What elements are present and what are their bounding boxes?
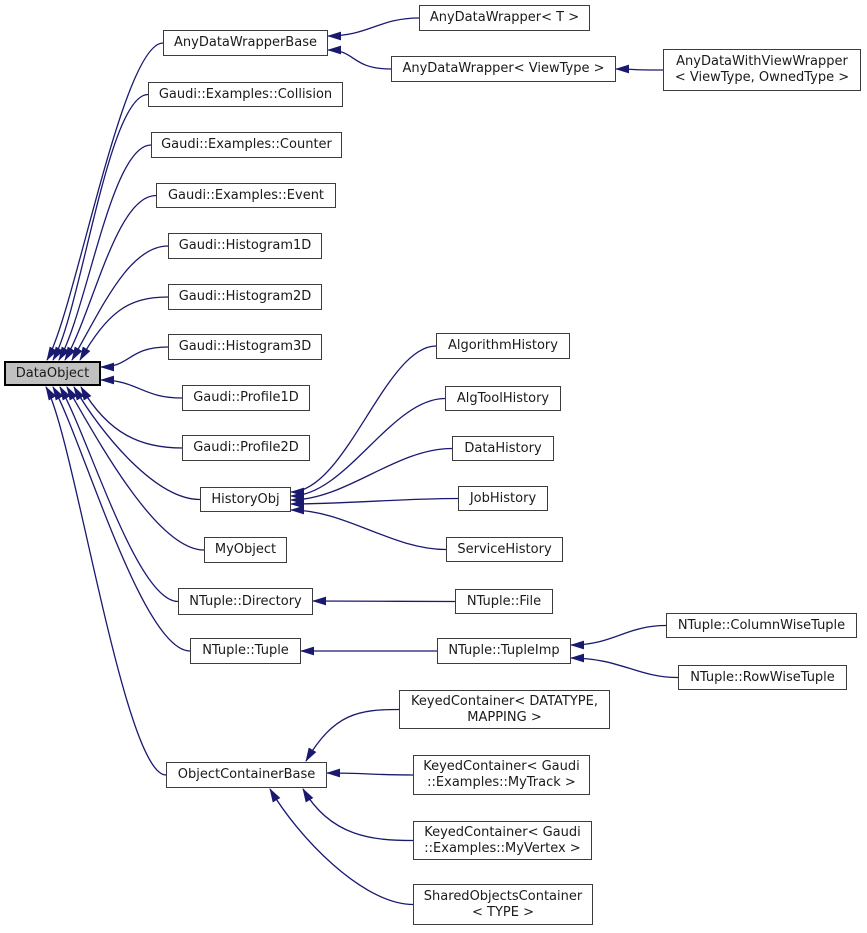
node-label: HistoryObj <box>211 491 280 507</box>
node-label: Gaudi::Examples::Collision <box>158 86 333 102</box>
node-histogram3d[interactable] <box>168 334 322 360</box>
node-anydatawrapperbase[interactable] <box>163 30 328 56</box>
node-ntuple-tuple[interactable] <box>190 638 301 664</box>
node-ntuple-file[interactable] <box>455 589 553 614</box>
node-label: MAPPING > <box>467 709 542 725</box>
node-counter[interactable] <box>151 132 342 158</box>
node-servicehistory[interactable] <box>446 537 563 562</box>
node-label: SharedObjectsContainer <box>423 888 583 904</box>
node-label: KeyedContainer< DATATYPE, <box>411 693 598 709</box>
node-histogram1d[interactable] <box>168 233 322 259</box>
node-label: KeyedContainer< Gaudi <box>424 824 581 840</box>
node-histogram2d[interactable] <box>168 284 322 310</box>
node-event[interactable] <box>156 183 336 208</box>
node-datahistory[interactable] <box>452 436 554 461</box>
node-label: NTuple::Tuple <box>202 643 289 658</box>
node-label: AnyDataWrapper< T > <box>429 10 580 25</box>
node-label: NTuple::RowWiseTuple <box>690 669 835 685</box>
node-label: Gaudi::Profile1D <box>193 390 299 405</box>
node-kc-datatype-mapping[interactable] <box>399 690 610 729</box>
node-sharedobjectscontainer[interactable] <box>413 884 593 925</box>
node-dataobject <box>4 361 101 386</box>
node-ntuple-directory[interactable] <box>178 588 313 615</box>
node-label: NTuple::TupleImp <box>448 643 560 658</box>
node-label: ::Examples::MyVertex > <box>424 840 581 856</box>
node-jobhistory[interactable] <box>458 486 548 511</box>
node-label: < ViewType, OwnedType > <box>674 70 850 85</box>
node-kc-mytrack[interactable] <box>413 755 590 795</box>
node-anydatawithviewwrapper[interactable] <box>663 49 861 91</box>
node-anydatawrapper-t[interactable] <box>419 5 590 31</box>
node-label: Gaudi::Examples::Counter <box>161 137 332 152</box>
node-profile2d[interactable] <box>182 435 310 461</box>
node-kc-myvertex[interactable] <box>413 821 592 860</box>
node-collision[interactable] <box>148 82 343 107</box>
node-label: Gaudi::Examples::Event <box>167 187 325 203</box>
node-label: Gaudi::Histogram1D <box>178 238 312 253</box>
node-profile1d[interactable] <box>182 385 310 411</box>
node-algtoolhistory[interactable] <box>445 386 561 411</box>
node-myobject[interactable] <box>204 537 287 563</box>
node-label: ServiceHistory <box>457 541 552 557</box>
node-label: < TYPE > <box>472 904 534 920</box>
node-label: JobHistory <box>469 490 537 506</box>
node-objectcontainerbase[interactable] <box>166 762 327 788</box>
node-label: NTuple::ColumnWiseTuple <box>677 617 846 633</box>
node-label: Gaudi::Profile2D <box>193 440 299 455</box>
node-label: ::Examples::MyTrack > <box>427 775 576 790</box>
node-label: AnyDataWrapper< ViewType > <box>402 61 605 76</box>
node-label: DataObject <box>15 365 90 381</box>
node-label: ObjectContainerBase <box>177 767 316 782</box>
node-label: AlgorithmHistory <box>448 338 558 353</box>
node-algorithmhistory[interactable] <box>436 333 570 359</box>
node-ntuple-tupleimp[interactable] <box>437 638 571 664</box>
node-label: NTuple::File <box>466 593 542 609</box>
node-label: KeyedContainer< Gaudi <box>423 759 580 774</box>
node-label: AnyDataWithViewWrapper <box>676 54 848 69</box>
node-label: MyObject <box>214 542 277 557</box>
node-ntuple-rowwisetuple[interactable] <box>678 665 847 690</box>
node-label: DataHistory <box>464 440 542 456</box>
node-label: NTuple::Directory <box>189 593 302 609</box>
node-label: AlgToolHistory <box>456 390 550 406</box>
node-historyobj[interactable] <box>200 487 291 512</box>
node-anydatawrapper-viewtype[interactable] <box>391 56 616 82</box>
node-label: Gaudi::Histogram3D <box>178 339 312 354</box>
node-ntuple-columnwisetuple[interactable] <box>666 613 857 638</box>
node-label: Gaudi::Histogram2D <box>178 289 312 304</box>
node-label: AnyDataWrapperBase <box>174 35 317 50</box>
